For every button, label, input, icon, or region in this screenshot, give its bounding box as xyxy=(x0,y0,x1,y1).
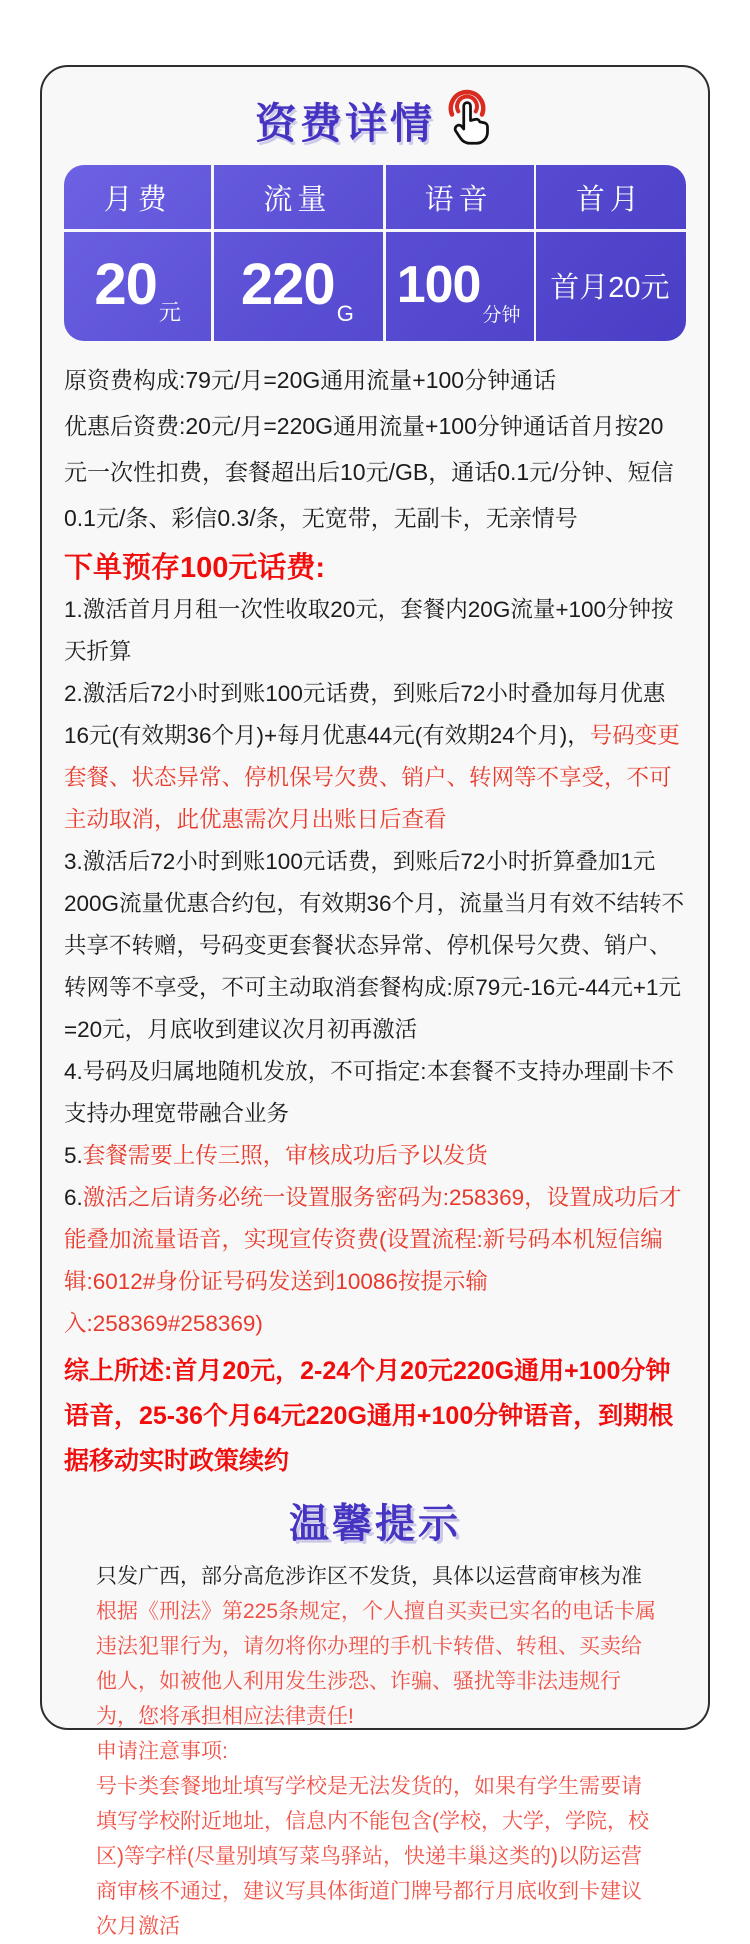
plan-header-monthly-fee: 月费 xyxy=(103,183,172,216)
page-title: 资费详情 xyxy=(254,100,435,147)
shipping-restriction-note: 只发广西，部分高危涉诈区不发货，具体以运营商审核为准 xyxy=(96,1565,642,1588)
plan-value-data xyxy=(211,229,383,341)
plan-header-voice: 语音 xyxy=(424,183,493,216)
click-hand-icon[interactable] xyxy=(439,87,495,152)
term-item-6: 6.激活之后请务必统一设置服务密码为:258369，设置成功后才能叠加流量语音，实现宣传资费(设置流程:新号码本机短信编辑:6012#身份证号码发送到10086按提示输入:258369#258369) xyxy=(64,1185,682,1336)
plan-summary: 综上所述:首月20元，2-24个月20元220G通用+100分钟语音，25-36个月64元220G通用+100分钟语音，到期根据移动实时政策续约 xyxy=(64,1357,674,1475)
table-divider-horizontal xyxy=(64,229,686,232)
plan-header-first-month: 首月 xyxy=(575,183,644,216)
table-divider-vertical xyxy=(211,165,214,341)
term-item-4: 4.号码及归属地随机发放，不可指定:本套餐不支持办理副卡不支持办理宽带融合业务 xyxy=(64,1059,675,1126)
apply-note: 号卡类套餐地址填写学校是无法发货的，如果有学生需要请填写学校附近地址，信息内不能包含(学校，大学，学院，校区)等字样(尽量别填写菜鸟驿站，快递丰巢这类的)以防运营商审核不通过，建议写具体街道门牌号都行月底收到卡建议次月激活 xyxy=(96,1775,649,1938)
table-divider-vertical xyxy=(534,165,537,341)
prepay-heading: 下单预存100元话费: xyxy=(64,552,326,584)
voice-unit: 分钟 xyxy=(482,305,521,326)
plan-table-grid xyxy=(64,165,686,341)
tariff-intro-text xyxy=(64,357,686,541)
plan-table xyxy=(64,165,686,341)
first-month-amount: 首月20元 xyxy=(550,271,670,304)
tips-heading: 温馨提示 xyxy=(289,1502,461,1546)
terms-list xyxy=(64,589,686,1345)
page-header xyxy=(64,91,686,149)
voice-amount: 100 xyxy=(396,256,481,314)
plan-value-voice xyxy=(383,229,533,341)
apply-note-title: 申请注意事项: xyxy=(96,1740,228,1763)
legal-warning: 根据《刑法》第225条规定，个人擅自买卖已实名的电话卡属违法犯罪行为，请勿将你办理的手机卡转借、转租、买卖给他人，如被他人利用发生涉恐、诈骗、骚扰等非法违规行为，您将承担相应法律责任! xyxy=(96,1600,657,1728)
monthly-fee-amount: 20 xyxy=(94,252,157,317)
original-tariff-line: 原资费构成:79元/月=20G通用流量+100分钟通话 xyxy=(64,367,557,393)
plan-value-first-month xyxy=(534,229,686,341)
plan-header-data: 流量 xyxy=(263,183,332,216)
term-item-5: 5.套餐需要上传三照，审核成功后予以发货 xyxy=(64,1143,488,1168)
notice-block xyxy=(64,1555,686,1944)
data-unit: G xyxy=(336,301,354,326)
tariff-detail-card xyxy=(40,65,710,1938)
term-item-1: 1.激活首月月租一次性收取20元，套餐内20G流量+100分钟按天折算 xyxy=(64,597,674,664)
plan-value-monthly-fee xyxy=(64,229,211,341)
term-item-3: 3.激活后72小时到账100元话费，到账后72小时折算叠加1元200G流量优惠合约包，有效期36个月，流量当月有效不结转不共享不转赠，号码变更套餐状态异常、停机保号欠费、销户、转网等不享受，不可主动取消套餐构成:原79元-16元-44元+1元=20元，月底收到建议次月初再激活 xyxy=(64,849,685,1042)
term-item-2: 2.激活后72小时到账100元话费，到账后72小时叠加每月优惠16元(有效期36个月)+每月优惠44元(有效期24个月)，号码变更套餐、状态异常、停机保号欠费、销户、转网等不享受，不可主动取消，此优惠需次月出账日后查看 xyxy=(64,681,680,832)
table-divider-vertical xyxy=(383,165,386,341)
data-amount: 220 xyxy=(240,252,335,317)
discounted-tariff-line: 优惠后资费:20元/月=220G通用流量+100分钟通话首月按20元一次性扣费，套餐超出后10元/GB，通话0.1元/分钟、短信0.1元/条、彩信0.3/条，无宽带，无副卡，无亲情号 xyxy=(64,413,674,531)
monthly-fee-unit: 元 xyxy=(158,300,181,325)
